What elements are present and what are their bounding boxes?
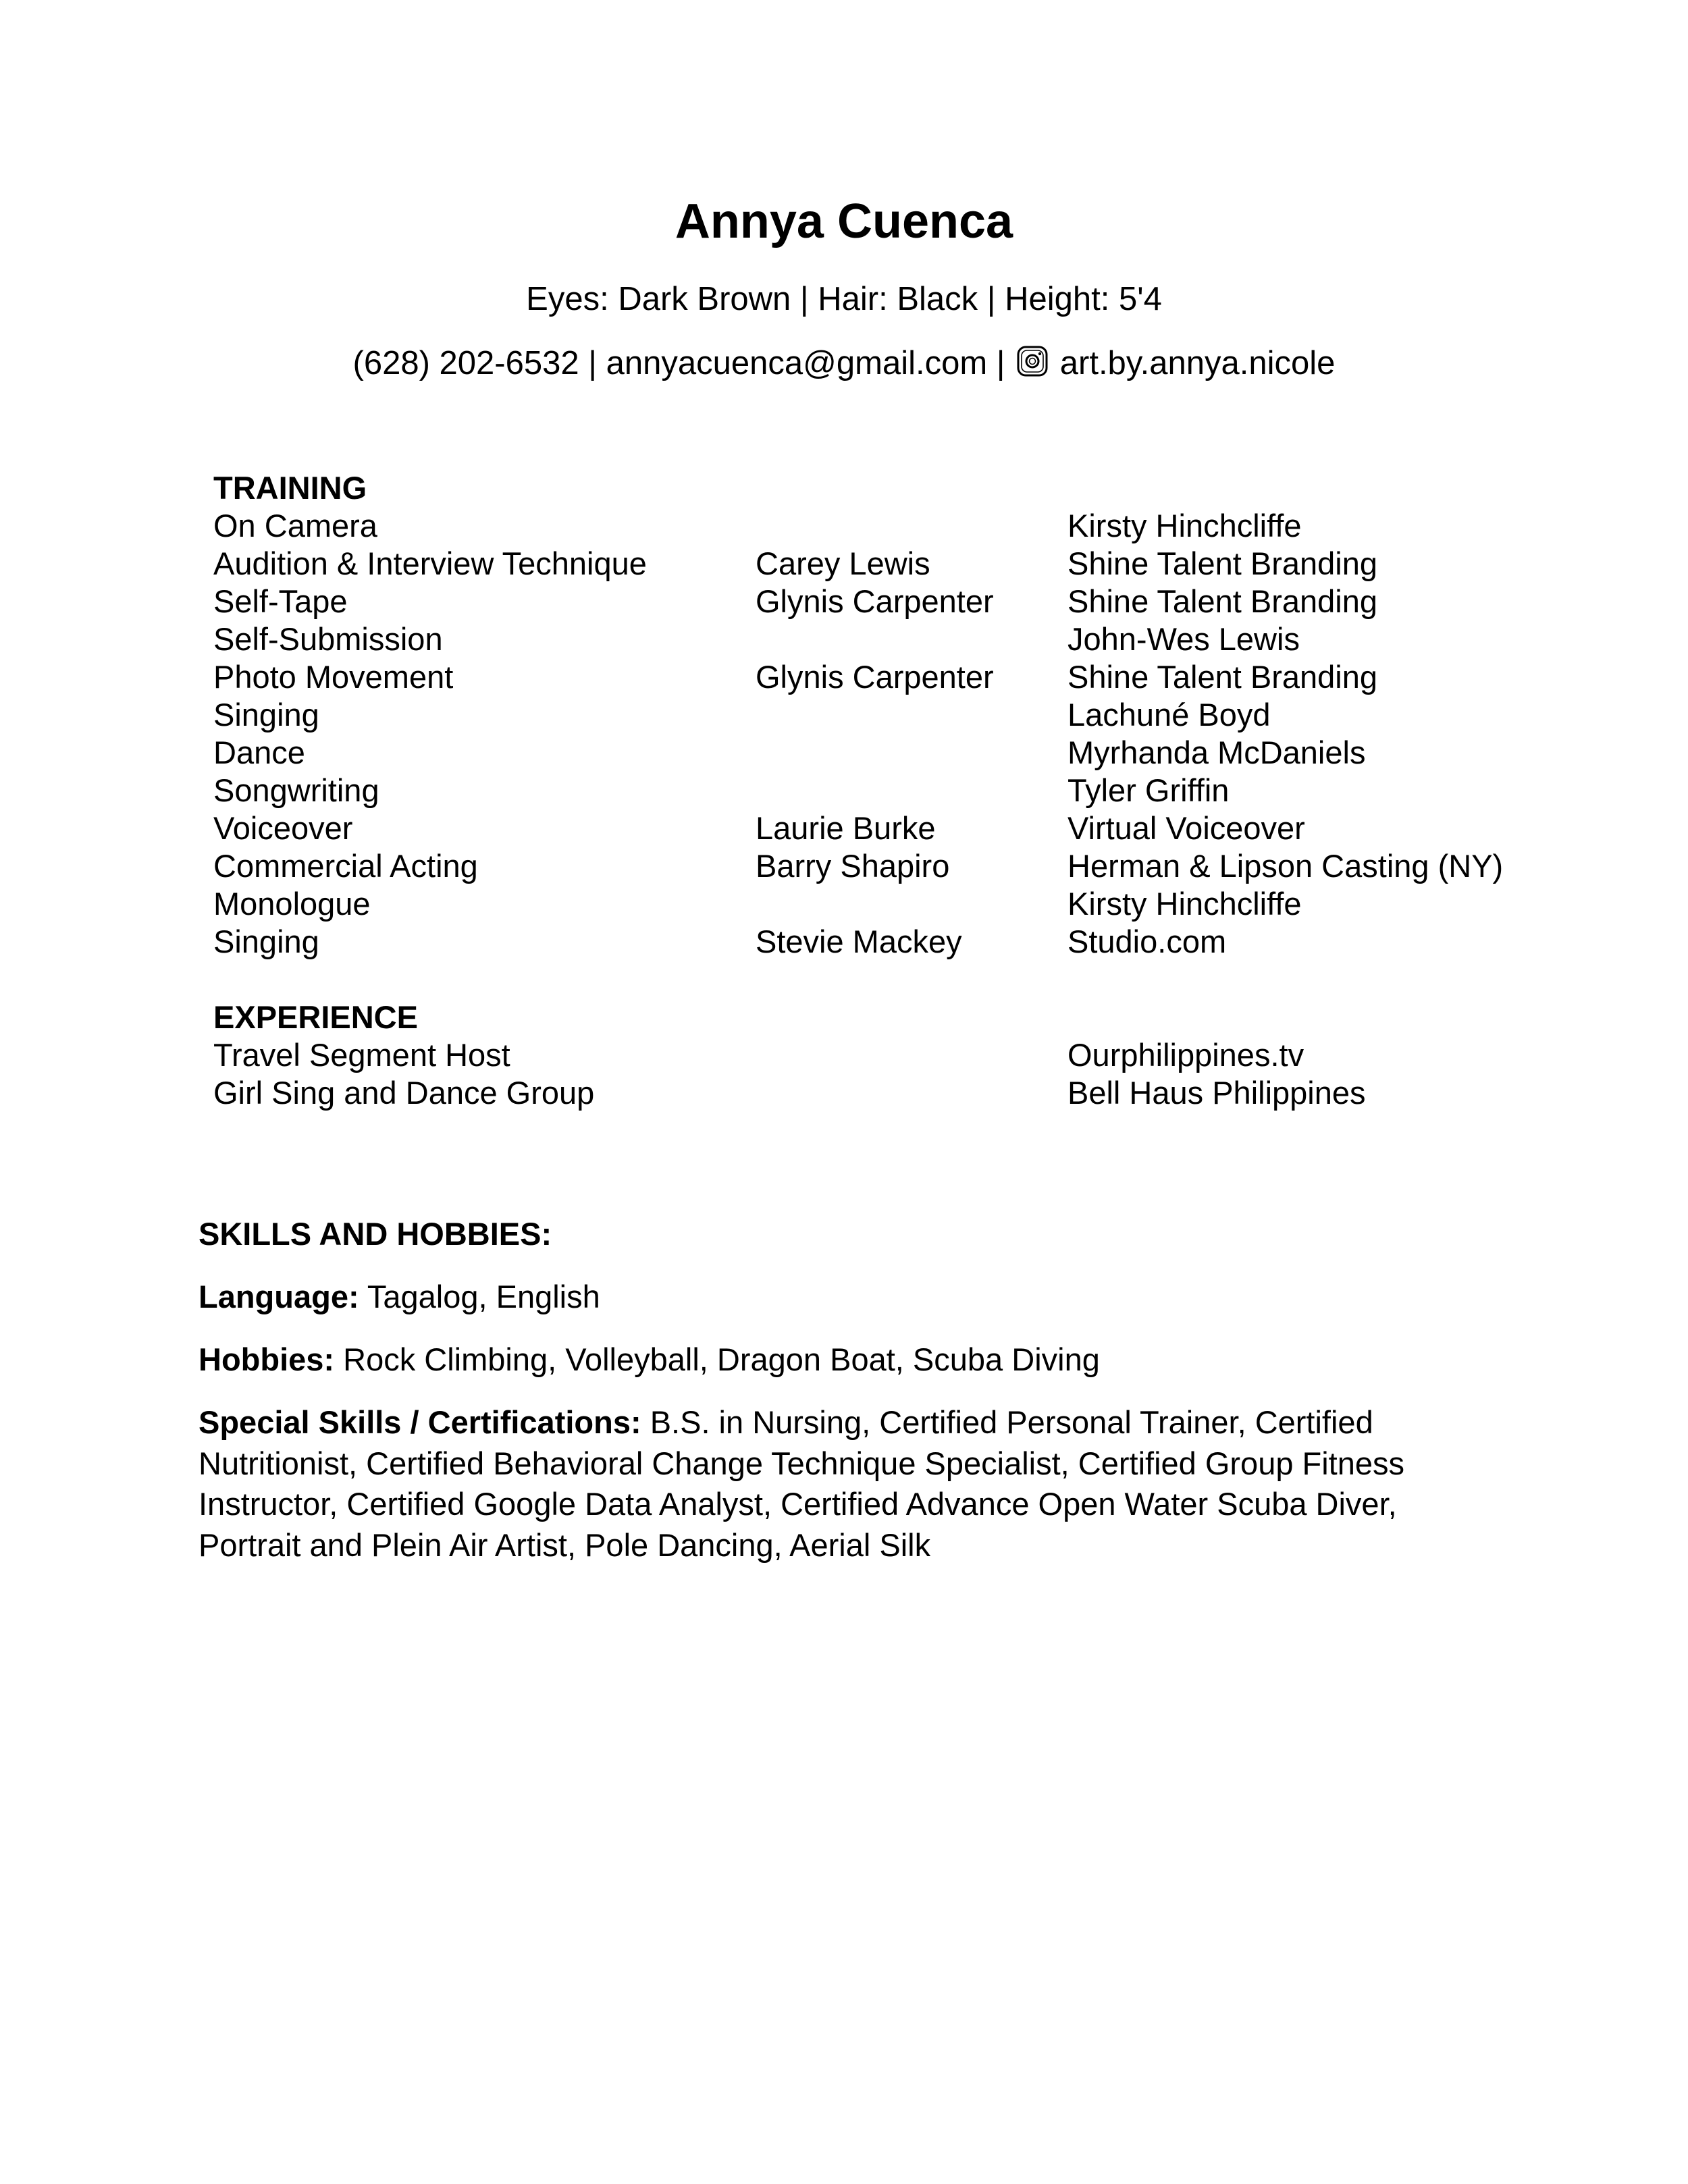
training-row — [0, 583, 1688, 620]
resume-name: Annya Cuenca — [675, 194, 1013, 248]
hobbies-value: Rock Climbing, Volleyball, Dragon Boat, Scuba Diving — [343, 1341, 1100, 1377]
training-teacher: Carey Lewis — [756, 545, 930, 581]
special-skills-label: Special Skills / Certifications: — [199, 1404, 641, 1440]
training-row — [0, 696, 1688, 734]
training-course: On Camera — [213, 508, 377, 543]
training-place: Shine Talent Branding — [1067, 583, 1378, 619]
experience-row — [0, 1074, 1688, 1112]
separator: | — [588, 345, 597, 381]
training-course: Audition & Interview Technique — [213, 545, 647, 581]
training-row — [0, 847, 1688, 885]
training-place: Shine Talent Branding — [1067, 659, 1378, 695]
special-skills-value: B.S. in Nursing, Certified Personal Trainer, Certified Nutritionist, Certified Behavioral Change Technique Specialist, Certified Group Fitness Instructor, Certified Google Data Analyst, Certified Advance Open Water Scuba Diver, Portrait and Plein Air Artist, Pole Dancing, Aerial Silk — [199, 1404, 1405, 1563]
training-course: Songwriting — [213, 772, 379, 808]
training-heading: TRAINING — [213, 470, 367, 506]
training-row — [0, 809, 1688, 847]
training-row — [0, 923, 1688, 961]
experience-role: Girl Sing and Dance Group — [213, 1075, 595, 1111]
experience-place: Ourphilippines.tv — [1067, 1037, 1304, 1073]
training-teacher: Stevie Mackey — [756, 924, 962, 959]
training-place: Virtual Voiceover — [1067, 810, 1305, 846]
training-row — [0, 772, 1688, 809]
training-place: Lachuné Boyd — [1067, 697, 1271, 733]
language-line — [199, 1277, 600, 1318]
physical-stats: Eyes: Dark Brown | Hair: Black | Height: 5'4 — [526, 281, 1162, 317]
hobbies-label: Hobbies: — [199, 1341, 335, 1377]
training-teacher: Barry Shapiro — [756, 848, 950, 884]
skills-heading: SKILLS AND HOBBIES: — [199, 1216, 552, 1252]
training-place: Kirsty Hinchcliffe — [1067, 508, 1302, 543]
hobbies-line — [199, 1339, 1100, 1381]
training-course: Photo Movement — [213, 659, 454, 695]
email-link[interactable]: annyacuenca@gmail.com — [606, 345, 988, 381]
training-place: Studio.com — [1067, 924, 1227, 959]
training-course: Dance — [213, 735, 305, 770]
training-place: Myrhanda McDaniels — [1067, 735, 1366, 770]
training-course: Voiceover — [213, 810, 353, 846]
training-teacher: Glynis Carpenter — [756, 583, 994, 619]
training-place: Kirsty Hinchcliffe — [1067, 886, 1302, 922]
training-teacher: Glynis Carpenter — [756, 659, 994, 695]
training-course: Self-Submission — [213, 621, 443, 657]
training-row — [0, 620, 1688, 658]
language-label: Language: — [199, 1279, 359, 1314]
language-value: Tagalog, English — [367, 1279, 600, 1314]
contact-line — [0, 343, 1688, 383]
experience-row — [0, 1036, 1688, 1074]
experience-heading: EXPERIENCE — [213, 999, 418, 1035]
training-course: Commercial Acting — [213, 848, 478, 884]
separator: | — [996, 345, 1005, 381]
training-row — [0, 545, 1688, 583]
special-skills-paragraph — [199, 1402, 1481, 1566]
training-place: John-Wes Lewis — [1067, 621, 1300, 657]
training-course: Monologue — [213, 886, 371, 922]
training-row — [0, 507, 1688, 545]
phone-number: (628) 202-6532 — [352, 345, 579, 381]
training-teacher: Laurie Burke — [756, 810, 936, 846]
experience-role: Travel Segment Host — [213, 1037, 510, 1073]
training-row — [0, 734, 1688, 772]
instagram-handle[interactable]: art.by.annya.nicole — [1059, 345, 1336, 381]
training-place: Tyler Griffin — [1067, 772, 1230, 808]
instagram-icon — [1017, 346, 1048, 377]
training-course: Singing — [213, 924, 319, 959]
training-course: Singing — [213, 697, 319, 733]
training-course: Self-Tape — [213, 583, 348, 619]
training-row — [0, 885, 1688, 923]
training-place: Herman & Lipson Casting (NY) — [1067, 848, 1504, 884]
experience-place: Bell Haus Philippines — [1067, 1075, 1366, 1111]
training-place: Shine Talent Branding — [1067, 545, 1378, 581]
training-row — [0, 658, 1688, 696]
